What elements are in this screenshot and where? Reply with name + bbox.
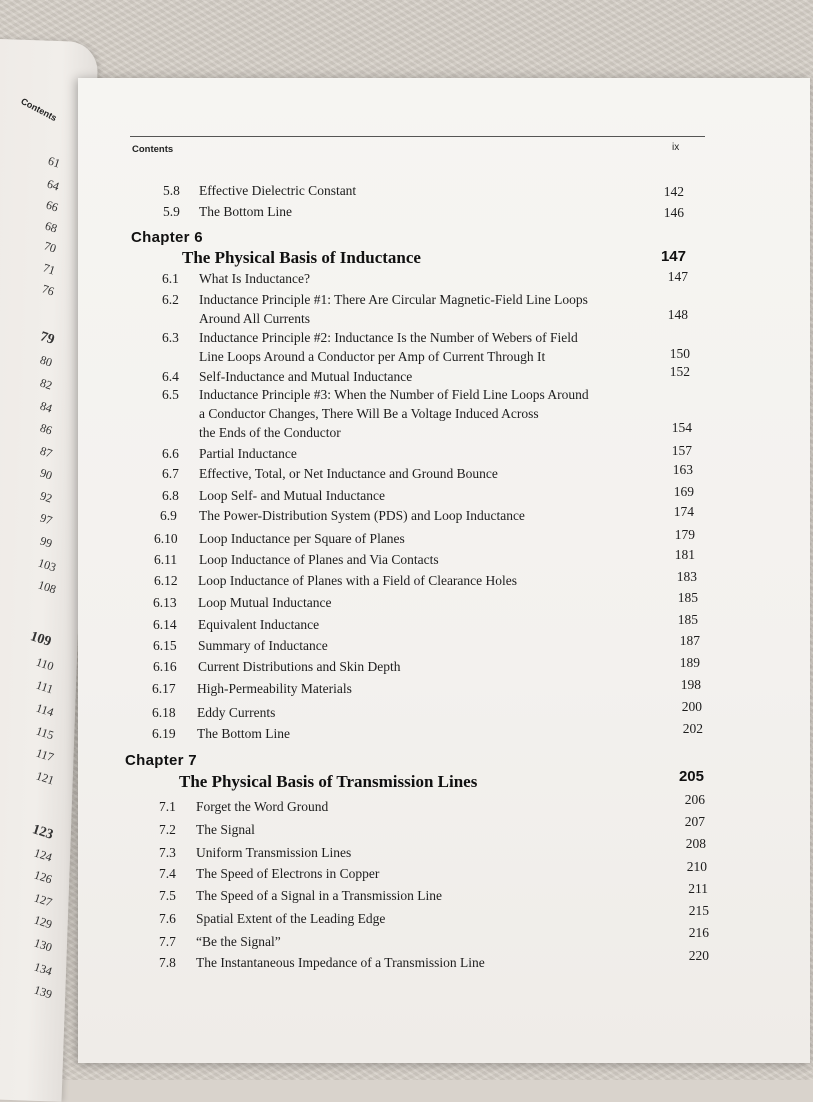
section-title: Inductance Principle #1: There Are Circular Magnetic-Field Line Loops <box>199 292 588 307</box>
section-title: The Signal <box>196 822 255 837</box>
chapter-label: Chapter 7 <box>125 752 197 769</box>
previous-page-number: 68 <box>43 218 60 236</box>
section-page: 142 <box>663 184 684 199</box>
section-number: 6.6 <box>162 446 179 461</box>
previous-page-number: 70 <box>42 238 59 256</box>
section-number: 6.3 <box>162 330 179 345</box>
section-title: Loop Inductance of Planes and Via Contacts <box>199 552 439 567</box>
section-page: 152 <box>669 364 690 379</box>
section-title: Spatial Extent of the Leading Edge <box>196 911 386 926</box>
previous-page-number: 129 <box>32 912 54 932</box>
section-number: 7.1 <box>159 799 176 814</box>
section-number: 7.4 <box>159 866 176 881</box>
previous-page-number: 92 <box>38 488 55 506</box>
previous-page-number: 97 <box>38 510 55 528</box>
section-page: 210 <box>686 859 707 874</box>
section-title: Loop Inductance per Square of Planes <box>199 531 405 546</box>
section-title: Inductance Principle #3: When the Number of Field Line Loops Around <box>199 387 589 402</box>
section-title: Around All Currents <box>199 311 310 326</box>
previous-page-number: 82 <box>38 375 55 393</box>
chapter-page: 147 <box>660 248 686 265</box>
previous-page-number: 76 <box>40 281 57 299</box>
chapter-label: Chapter 6 <box>131 229 203 246</box>
section-page: 207 <box>684 814 705 829</box>
chapter-page: 205 <box>678 768 704 785</box>
previous-page-number: 103 <box>36 555 58 575</box>
previous-page-number: 84 <box>38 398 55 416</box>
section-title: Effective, Total, or Net Inductance and Ground Bounce <box>199 466 498 481</box>
section-title: Summary of Inductance <box>198 638 328 653</box>
section-title: Loop Mutual Inductance <box>198 595 332 610</box>
section-title: Uniform Transmission Lines <box>196 845 352 860</box>
section-page: 150 <box>669 346 690 361</box>
section-page: 215 <box>688 903 709 918</box>
previous-page-number: 108 <box>36 577 58 597</box>
previous-page-number: 115 <box>34 723 56 743</box>
section-page: 181 <box>674 547 695 562</box>
previous-page-number: 130 <box>32 935 54 955</box>
section-title: Line Loops Around a Conductor per Amp of Current Through It <box>199 349 546 364</box>
section-number: 6.2 <box>162 292 179 307</box>
section-page: 187 <box>679 633 700 648</box>
previous-page-number: 61 <box>46 153 63 171</box>
section-page: 148 <box>667 307 688 322</box>
section-number: 6.14 <box>153 617 177 632</box>
previous-page-number: 86 <box>38 420 55 438</box>
section-page: 169 <box>673 484 694 499</box>
previous-page-number: 139 <box>32 982 54 1002</box>
previous-page-number: 123 <box>30 822 55 843</box>
section-number: 6.1 <box>162 271 179 286</box>
section-title: Equivalent Inductance <box>198 617 320 632</box>
previous-page-number: 121 <box>34 768 56 788</box>
previous-page-number: 124 <box>32 845 54 865</box>
section-number: 6.9 <box>160 508 177 523</box>
previous-page-number: 90 <box>38 465 55 483</box>
section-page: 146 <box>663 205 684 220</box>
section-title: The Speed of a Signal in a Transmission Line <box>196 888 442 903</box>
previous-page-number: 109 <box>28 629 53 650</box>
section-page: 202 <box>682 721 703 736</box>
section-number: 7.7 <box>159 934 176 949</box>
section-page: 179 <box>674 527 695 542</box>
section-number: 6.18 <box>152 705 176 720</box>
section-page: 198 <box>680 677 701 692</box>
section-page: 185 <box>677 612 698 627</box>
previous-page-number: 71 <box>41 260 58 278</box>
section-page: 183 <box>676 569 697 584</box>
section-page: 208 <box>685 836 706 851</box>
section-page: 185 <box>677 590 698 605</box>
section-number: 6.15 <box>153 638 177 653</box>
previous-page-number: 111 <box>34 677 56 697</box>
section-title: The Power-Distribution System (PDS) and Loop Inductance <box>199 508 525 523</box>
previous-page-number: 79 <box>38 329 57 348</box>
running-head: Contents <box>132 144 174 155</box>
section-number: 7.2 <box>159 822 176 837</box>
previous-page-number: 99 <box>38 533 55 551</box>
section-number: 6.16 <box>153 659 177 674</box>
section-title: Loop Self- and Mutual Inductance <box>199 488 385 503</box>
chapter-title: The Physical Basis of Inductance <box>182 248 421 267</box>
section-number: 6.7 <box>162 466 179 481</box>
section-number: 5.9 <box>163 204 180 219</box>
previous-page-number: 127 <box>32 890 54 910</box>
previous-page-number: 64 <box>45 176 62 194</box>
section-number: 6.17 <box>152 681 176 696</box>
header-rule <box>130 136 705 137</box>
section-number: 6.8 <box>162 488 179 503</box>
previous-page-number: 117 <box>34 745 56 765</box>
section-page: 220 <box>688 948 709 963</box>
section-page: 200 <box>681 699 702 714</box>
previous-page-number: 66 <box>44 197 61 215</box>
section-number: 6.4 <box>162 369 179 384</box>
section-title: a Conductor Changes, There Will Be a Voltage Induced Across <box>199 406 539 421</box>
section-title: The Speed of Electrons in Copper <box>196 866 380 881</box>
section-page: 147 <box>667 269 688 284</box>
section-title: Loop Inductance of Planes with a Field of Clearance Holes <box>198 573 518 588</box>
section-number: 6.12 <box>154 573 178 588</box>
section-title: Partial Inductance <box>199 446 297 461</box>
section-page: 206 <box>684 792 705 807</box>
previous-page-header: Contents <box>19 96 59 124</box>
previous-page-number: 114 <box>34 700 56 720</box>
section-page: 216 <box>688 925 709 940</box>
section-page: 211 <box>688 881 708 896</box>
section-title: Self-Inductance and Mutual Inductance <box>199 369 413 384</box>
section-number: 7.6 <box>159 911 176 926</box>
section-title: Eddy Currents <box>197 705 276 720</box>
section-number: 6.10 <box>154 531 178 546</box>
section-page: 163 <box>672 462 693 477</box>
section-title: Inductance Principle #2: Inductance Is the Number of Webers of Field <box>199 330 578 345</box>
section-number: 7.8 <box>159 955 176 970</box>
section-title: The Instantaneous Impedance of a Transmission Line <box>196 955 485 970</box>
section-title: the Ends of the Conductor <box>199 425 341 440</box>
section-number: 7.3 <box>159 845 176 860</box>
section-number: 5.8 <box>163 183 180 198</box>
section-title: Forget the Word Ground <box>196 799 329 814</box>
section-title: What Is Inductance? <box>199 271 310 286</box>
chapter-title: The Physical Basis of Transmission Lines <box>179 772 478 791</box>
section-title: “Be the Signal” <box>196 934 281 949</box>
section-page: 157 <box>671 443 692 458</box>
section-number: 6.5 <box>162 387 179 402</box>
section-title: Effective Dielectric Constant <box>199 183 357 198</box>
page-number: ix <box>672 142 680 153</box>
section-number: 7.5 <box>159 888 176 903</box>
previous-page-number: 110 <box>34 654 56 674</box>
previous-page-number: 87 <box>38 443 55 461</box>
previous-page-number: 134 <box>32 959 54 979</box>
section-page: 154 <box>671 420 692 435</box>
section-page: 174 <box>673 504 694 519</box>
section-number: 6.19 <box>152 726 176 741</box>
section-title: High-Permeability Materials <box>197 681 352 696</box>
section-title: The Bottom Line <box>197 726 290 741</box>
section-number: 6.11 <box>154 552 178 567</box>
section-page: 189 <box>679 655 700 670</box>
section-number: 6.13 <box>153 595 177 610</box>
section-title: Current Distributions and Skin Depth <box>198 659 401 674</box>
section-title: The Bottom Line <box>199 204 292 219</box>
previous-page-number: 80 <box>38 352 55 370</box>
previous-page-number: 126 <box>32 867 54 887</box>
